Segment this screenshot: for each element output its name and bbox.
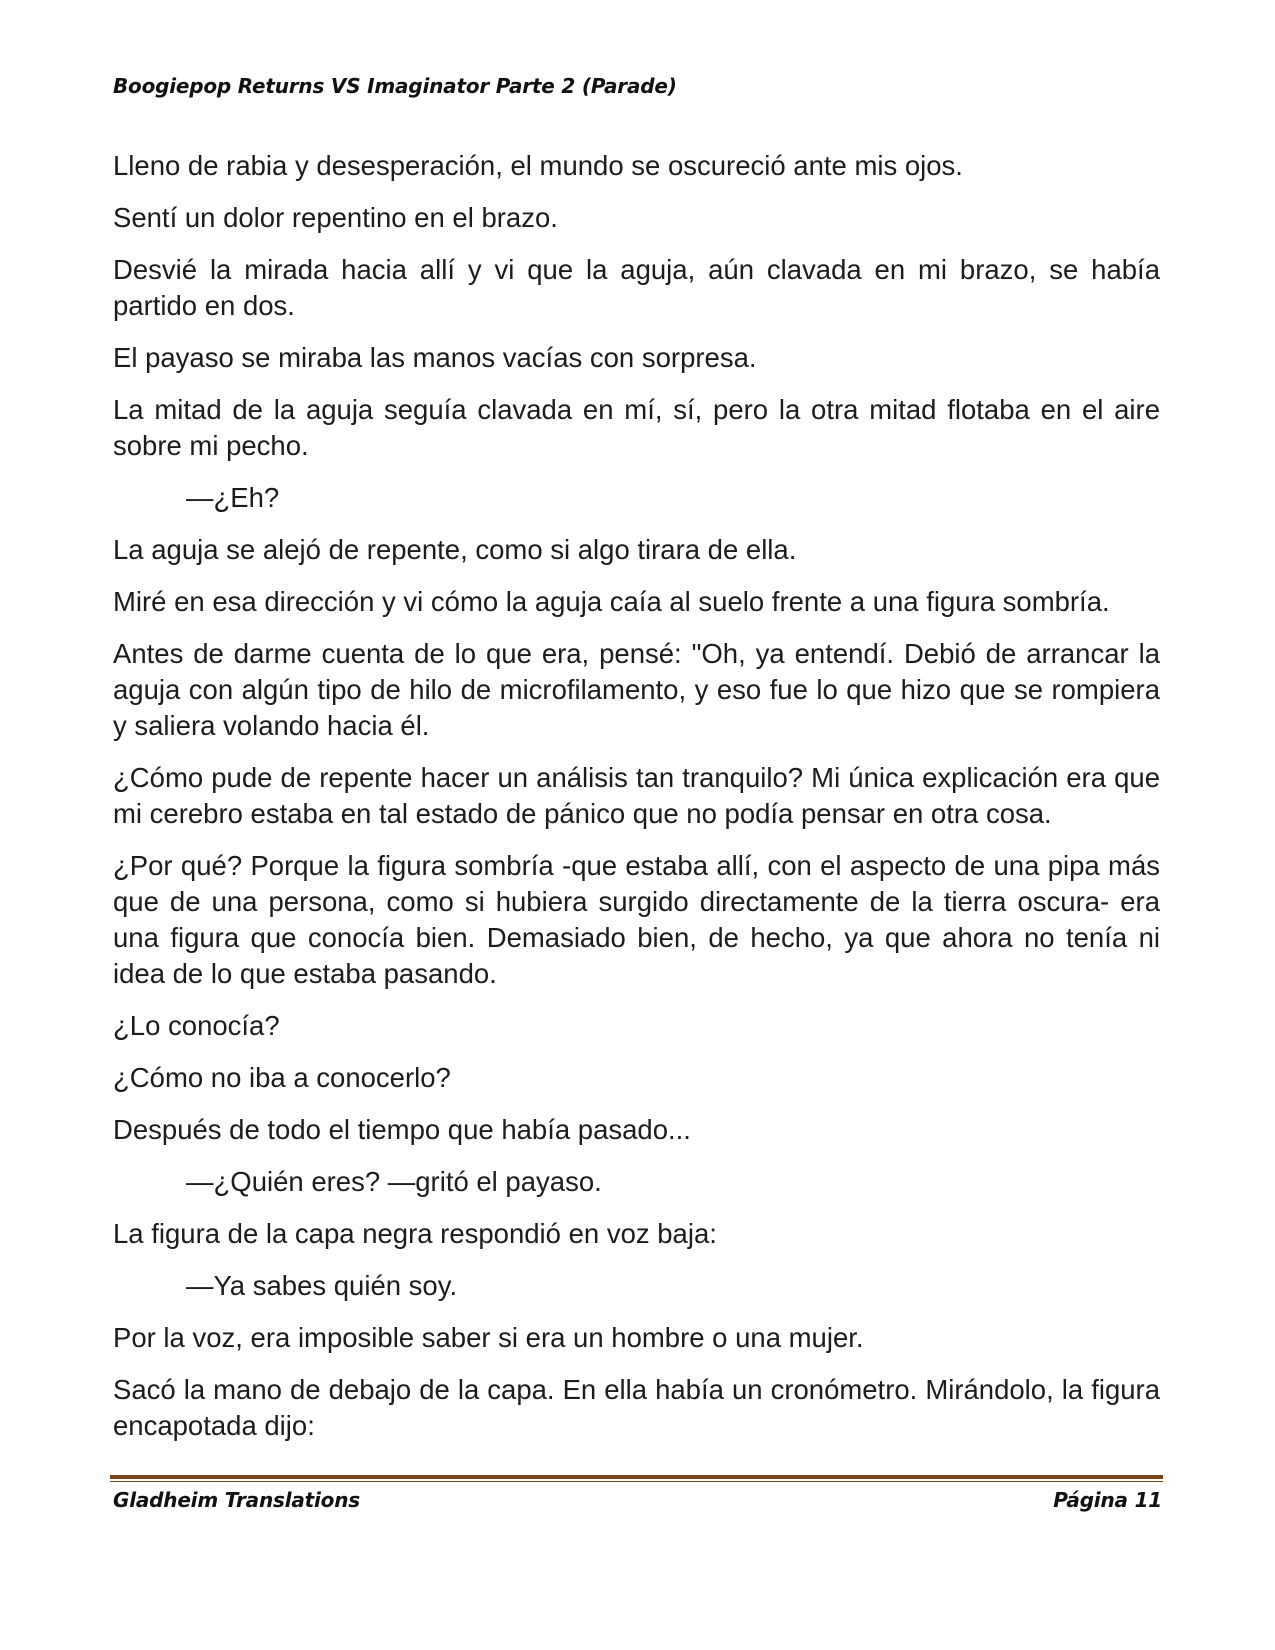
paragraph: Antes de darme cuenta de lo que era, pensé: "Oh, ya entendí. Debió de arrancar la aguja con algún tipo de hilo de microfilamento, y eso fue lo que hizo que se rompiera y saliera volando hacia él. [113,638,1160,741]
paragraph: Miré en esa dirección y vi cómo la aguja caía al suelo frente a una figura sombría. [113,586,1110,617]
paragraph: La figura de la capa negra respondió en voz baja: [113,1218,717,1249]
paragraph: Desvié la mirada hacia allí y vi que la aguja, aún clavada en mi brazo, se había partido en dos. [113,254,1160,321]
paragraph: La mitad de la aguja seguía clavada en mí, sí, pero la otra mitad flotaba en el aire sobre mi pecho. [113,394,1160,461]
dialog-line: —¿Quién eres? —gritó el payaso. [186,1166,602,1197]
paragraph: Por la voz, era imposible saber si era un hombre o una mujer. [113,1322,864,1353]
paragraph: Después de todo el tiempo que había pasado... [113,1114,691,1145]
paragraph: ¿Cómo pude de repente hacer un análisis tan tranquilo? Mi única explicación era que mi cerebro estaba en tal estado de pánico que no podía pensar en otra cosa. [113,762,1160,829]
paragraph: Lleno de rabia y desesperación, el mundo se oscureció ante mis ojos. [113,150,963,181]
running-header-title: Boogiepop Returns VS Imaginator Parte 2 (Parade) [113,74,677,98]
paragraph: El payaso se miraba las manos vacías con sorpresa. [113,342,757,373]
dialog-line: —Ya sabes quién soy. [186,1270,458,1301]
body-text [113,148,1160,1460]
page-number: Página 11 [1053,1488,1162,1512]
dialog-line: —¿Eh? [186,482,280,513]
footer-rule-thin [110,1481,1163,1482]
footer-credit: Gladheim Translations [113,1488,360,1512]
paragraph: La aguja se alejó de repente, como si algo tirara de ella. [113,534,797,565]
paragraph: ¿Lo conocía? [113,1010,280,1041]
paragraph: ¿Cómo no iba a conocerlo? [113,1062,451,1093]
paragraph: ¿Por qué? Porque la figura sombría -que estaba allí, con el aspecto de una pipa más que de una persona, como si hubiera surgido directamente de la tierra oscura- era una figura que conocía bien. Demasiado bien, de hecho, ya que ahora no tenía ni idea de lo que estaba pasando. [113,850,1160,989]
footer-rule [110,1475,1163,1483]
paragraph: Sacó la mano de debajo de la capa. En ella había un cronómetro. Mirándolo, la figura encapotada dijo: [113,1374,1160,1441]
paragraph: Sentí un dolor repentino en el brazo. [113,202,558,233]
footer-rule-thick [110,1475,1163,1479]
